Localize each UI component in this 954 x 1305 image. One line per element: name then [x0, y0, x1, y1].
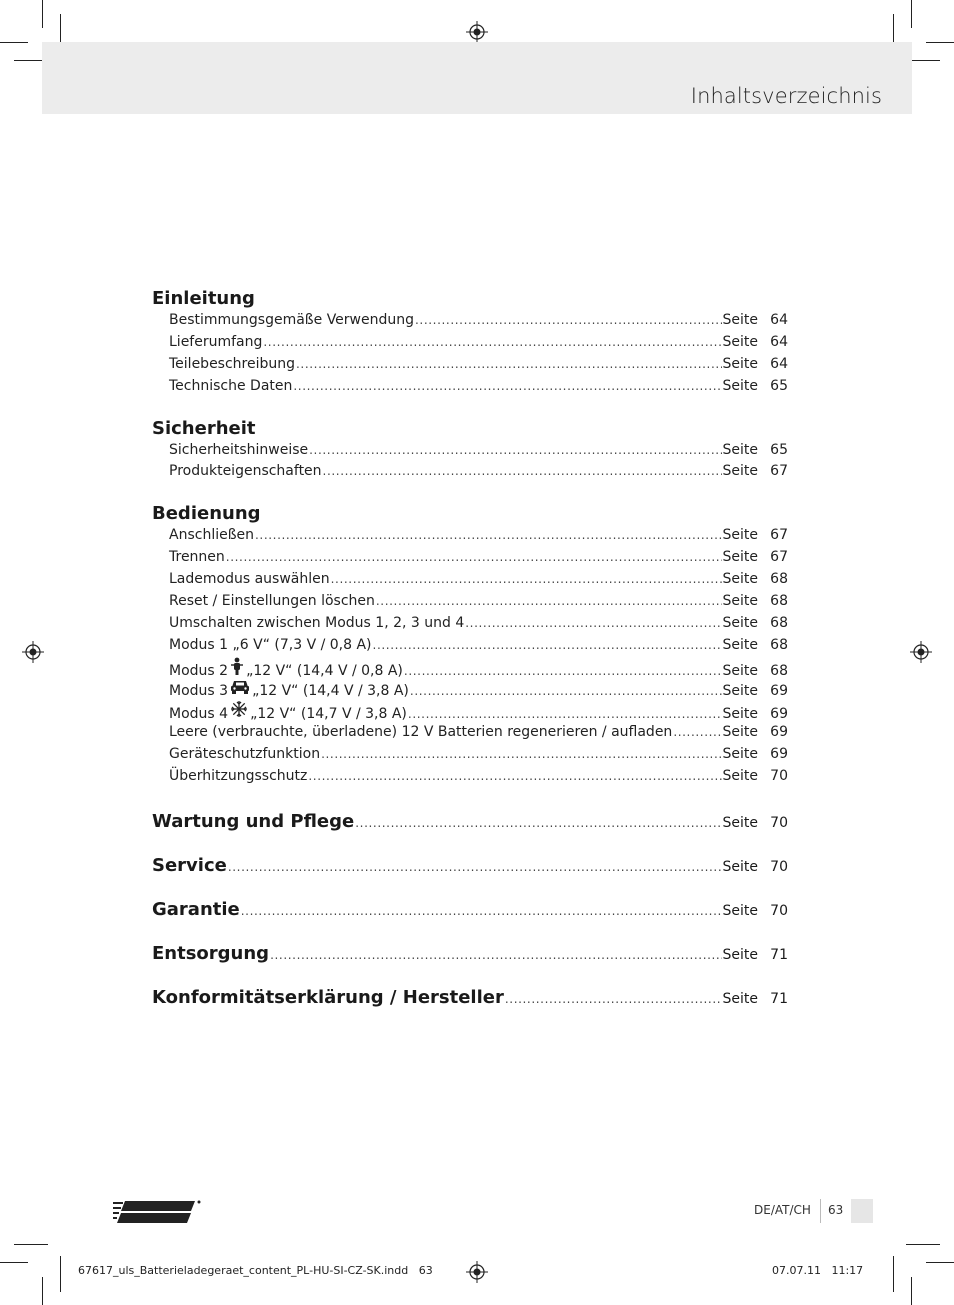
seite-label: Seite: [722, 706, 758, 723]
leader-dots: [255, 525, 721, 547]
section-heading: Wartung und Pflege: [152, 811, 355, 833]
seite-label: Seite: [722, 991, 758, 1008]
page-number: 70: [770, 859, 788, 876]
toc-section-konformitaetserklaerung[interactable]: [152, 976, 788, 1020]
page-number: 68: [770, 636, 788, 653]
crop-mark: [0, 42, 28, 43]
section-heading: Konformitätserklärung / Hersteller: [152, 987, 504, 1009]
seite-label: Seite: [722, 571, 758, 588]
crop-mark: [0, 1262, 28, 1263]
table-of-contents: [152, 288, 788, 1020]
toc-section-einleitung: [152, 288, 788, 398]
leader-dots: [376, 591, 722, 613]
entry-label: Geräteschutzfunktion: [169, 746, 321, 763]
leader-dots: [355, 801, 721, 845]
seite-label: Seite: [722, 549, 758, 566]
seite-label: Seite: [722, 947, 758, 964]
leader-dots: [465, 613, 721, 635]
seite-label: Seite: [722, 355, 758, 372]
seite-label: Seite: [722, 746, 758, 763]
crop-mark: [926, 1262, 954, 1263]
crop-mark: [60, 1256, 61, 1292]
page-number: 68: [770, 593, 788, 610]
page-number: 65: [770, 377, 788, 394]
page-number: 71: [770, 947, 788, 964]
crop-mark: [911, 1277, 912, 1305]
seite-label: Seite: [722, 662, 758, 679]
toc-entry[interactable]: [152, 376, 788, 398]
section-heading: Bedienung: [152, 503, 261, 525]
crop-mark: [14, 1244, 48, 1245]
page-number: 69: [770, 706, 788, 723]
page-number: 64: [770, 355, 788, 372]
entry-label: Lademodus auswählen: [169, 571, 330, 588]
leader-dots: [228, 845, 722, 889]
seite-label: Seite: [722, 593, 758, 610]
region-label: DE/AT/CH: [754, 1203, 811, 1217]
entry-label-prefix: Modus 2: [169, 662, 229, 679]
leader-dots: [331, 569, 722, 591]
entry-label: Umschalten zwischen Modus 1, 2, 3 und 4: [169, 614, 465, 631]
page-number: 67: [770, 463, 788, 480]
toc-section-garantie[interactable]: [152, 888, 788, 932]
leader-dots: [321, 744, 721, 766]
toc-entry[interactable]: [152, 635, 788, 657]
leader-dots: [293, 376, 721, 398]
entry-label: Überhitzungsschutz: [169, 768, 308, 785]
leader-dots: [505, 977, 722, 1021]
toc-entry[interactable]: [152, 679, 788, 701]
entry-label: Anschließen: [169, 527, 255, 544]
toc-entry[interactable]: [152, 547, 788, 569]
seite-label: Seite: [722, 527, 758, 544]
toc-section-service[interactable]: [152, 844, 788, 888]
toc-entry[interactable]: [152, 310, 788, 332]
page-number: 67: [770, 549, 788, 566]
page-number: 69: [770, 746, 788, 763]
seite-label: Seite: [722, 903, 758, 920]
leader-dots: [241, 889, 722, 933]
toc-entry[interactable]: [152, 613, 788, 635]
seite-label: Seite: [722, 636, 758, 653]
page-number: 70: [770, 768, 788, 785]
toc-entry[interactable]: [152, 657, 788, 679]
seite-label: Seite: [722, 614, 758, 631]
ultimate-speed-logo: [113, 1199, 201, 1225]
entry-label: Reset / Einstellungen löschen: [169, 593, 375, 610]
footer-tab: [851, 1199, 873, 1223]
page-number-footer: 63: [828, 1203, 844, 1217]
page-number: 64: [770, 312, 788, 328]
entry-label: Technische Daten: [169, 377, 293, 394]
section-heading: Entsorgung: [152, 943, 270, 965]
section-heading: Garantie: [152, 899, 240, 921]
page-number: 71: [770, 991, 788, 1008]
leader-dots: [415, 310, 721, 332]
entry-label: Bestimmungsgemäße Verwendung: [169, 312, 415, 328]
motorcycle-icon: [230, 657, 244, 675]
leader-dots: [323, 461, 722, 483]
entry-label-suffix: „12 V“ (14,4 V / 0,8 A): [246, 662, 403, 679]
footer-divider: [820, 1199, 821, 1223]
leader-dots: [270, 933, 721, 977]
toc-entry[interactable]: [152, 700, 788, 722]
seite-label: Seite: [722, 859, 758, 876]
entry-label: Leere (verbrauchte, überladene) 12 V Batterien regenerieren / aufladen: [169, 724, 673, 741]
entry-label: Modus 1 „6 V“ (7,3 V / 0,8 A): [169, 636, 372, 653]
entry-label-suffix: „12 V“ (14,4 V / 3,8 A): [252, 682, 409, 699]
page-number: 69: [770, 724, 788, 741]
toc-inline-sections: [152, 800, 788, 1020]
entry-label: Lieferumfang: [169, 333, 263, 350]
crop-mark: [893, 1256, 894, 1292]
toc-section-sicherheit: [152, 418, 788, 484]
entry-label: Teilebeschreibung: [169, 355, 296, 372]
seite-label: Seite: [722, 463, 758, 480]
leader-dots: [410, 681, 722, 703]
section-heading: Service: [152, 855, 227, 877]
toc-section-wartung-und-pflege[interactable]: [152, 800, 788, 844]
slug-date: 07.07.11 11:17: [772, 1264, 864, 1277]
toc-entry[interactable]: [152, 354, 788, 376]
toc-entry[interactable]: [152, 569, 788, 591]
seite-label: Seite: [722, 377, 758, 394]
page-title: Inhaltsverzeichnis: [690, 84, 882, 108]
page-number: 69: [770, 682, 788, 699]
seite-label: Seite: [722, 815, 758, 832]
page-number: 68: [770, 662, 788, 679]
slug-filename: 67617_uls_Batterieladegeraet_content_PL-HU-SI-CZ-SK.indd 63: [78, 1264, 433, 1277]
page-number: 70: [770, 903, 788, 920]
leader-dots: [296, 354, 721, 376]
seite-label: Seite: [722, 768, 758, 785]
seite-label: Seite: [722, 682, 758, 699]
seite-label: Seite: [722, 312, 758, 328]
section-heading: Sicherheit: [152, 417, 256, 439]
page-number: 65: [770, 441, 788, 458]
registration-mark-icon: [466, 1261, 488, 1283]
leader-dots: [263, 332, 721, 354]
snowflake-icon: [230, 700, 248, 718]
leader-dots: [308, 766, 721, 788]
crop-mark: [911, 0, 912, 28]
toc-section-bedienung: [152, 503, 788, 788]
toc-entry[interactable]: [152, 332, 788, 354]
crop-mark: [926, 42, 954, 43]
page-number: 68: [770, 571, 788, 588]
page-number: 67: [770, 527, 788, 544]
leader-dots: [309, 440, 721, 462]
crop-mark: [42, 0, 43, 28]
toc-entry[interactable]: [152, 461, 788, 483]
registration-mark-icon: [466, 21, 488, 43]
entry-label-suffix: „12 V“ (14,7 V / 3,8 A): [250, 706, 407, 723]
toc-entry[interactable]: [152, 722, 788, 744]
seite-label: Seite: [722, 441, 758, 458]
crop-mark: [906, 1244, 940, 1245]
registration-mark-icon: [910, 641, 932, 663]
toc-entry[interactable]: [152, 440, 788, 462]
crop-mark: [42, 1277, 43, 1305]
registration-mark-icon: [22, 641, 44, 663]
entry-label-prefix: Modus 4: [169, 706, 229, 723]
section-heading: Einleitung: [152, 288, 255, 309]
entry-label: Produkteigenschaften: [169, 463, 322, 480]
toc-entry[interactable]: [152, 744, 788, 766]
page-number: 64: [770, 333, 788, 350]
entry-label: Sicherheitshinweise: [169, 441, 309, 458]
seite-label: Seite: [722, 333, 758, 350]
toc-entry[interactable]: [152, 766, 788, 788]
toc-section-entsorgung[interactable]: [152, 932, 788, 976]
toc-entry[interactable]: [152, 525, 788, 547]
entry-label: Trennen: [169, 549, 225, 566]
car-icon: [230, 679, 250, 695]
leader-dots: [373, 635, 722, 657]
leader-dots: [673, 722, 721, 744]
leader-dots: [404, 661, 722, 683]
page-number: 68: [770, 614, 788, 631]
entry-label-prefix: Modus 3: [169, 682, 229, 699]
seite-label: Seite: [722, 724, 758, 741]
toc-entry[interactable]: [152, 591, 788, 613]
leader-dots: [226, 547, 722, 569]
page-number: 70: [770, 815, 788, 832]
